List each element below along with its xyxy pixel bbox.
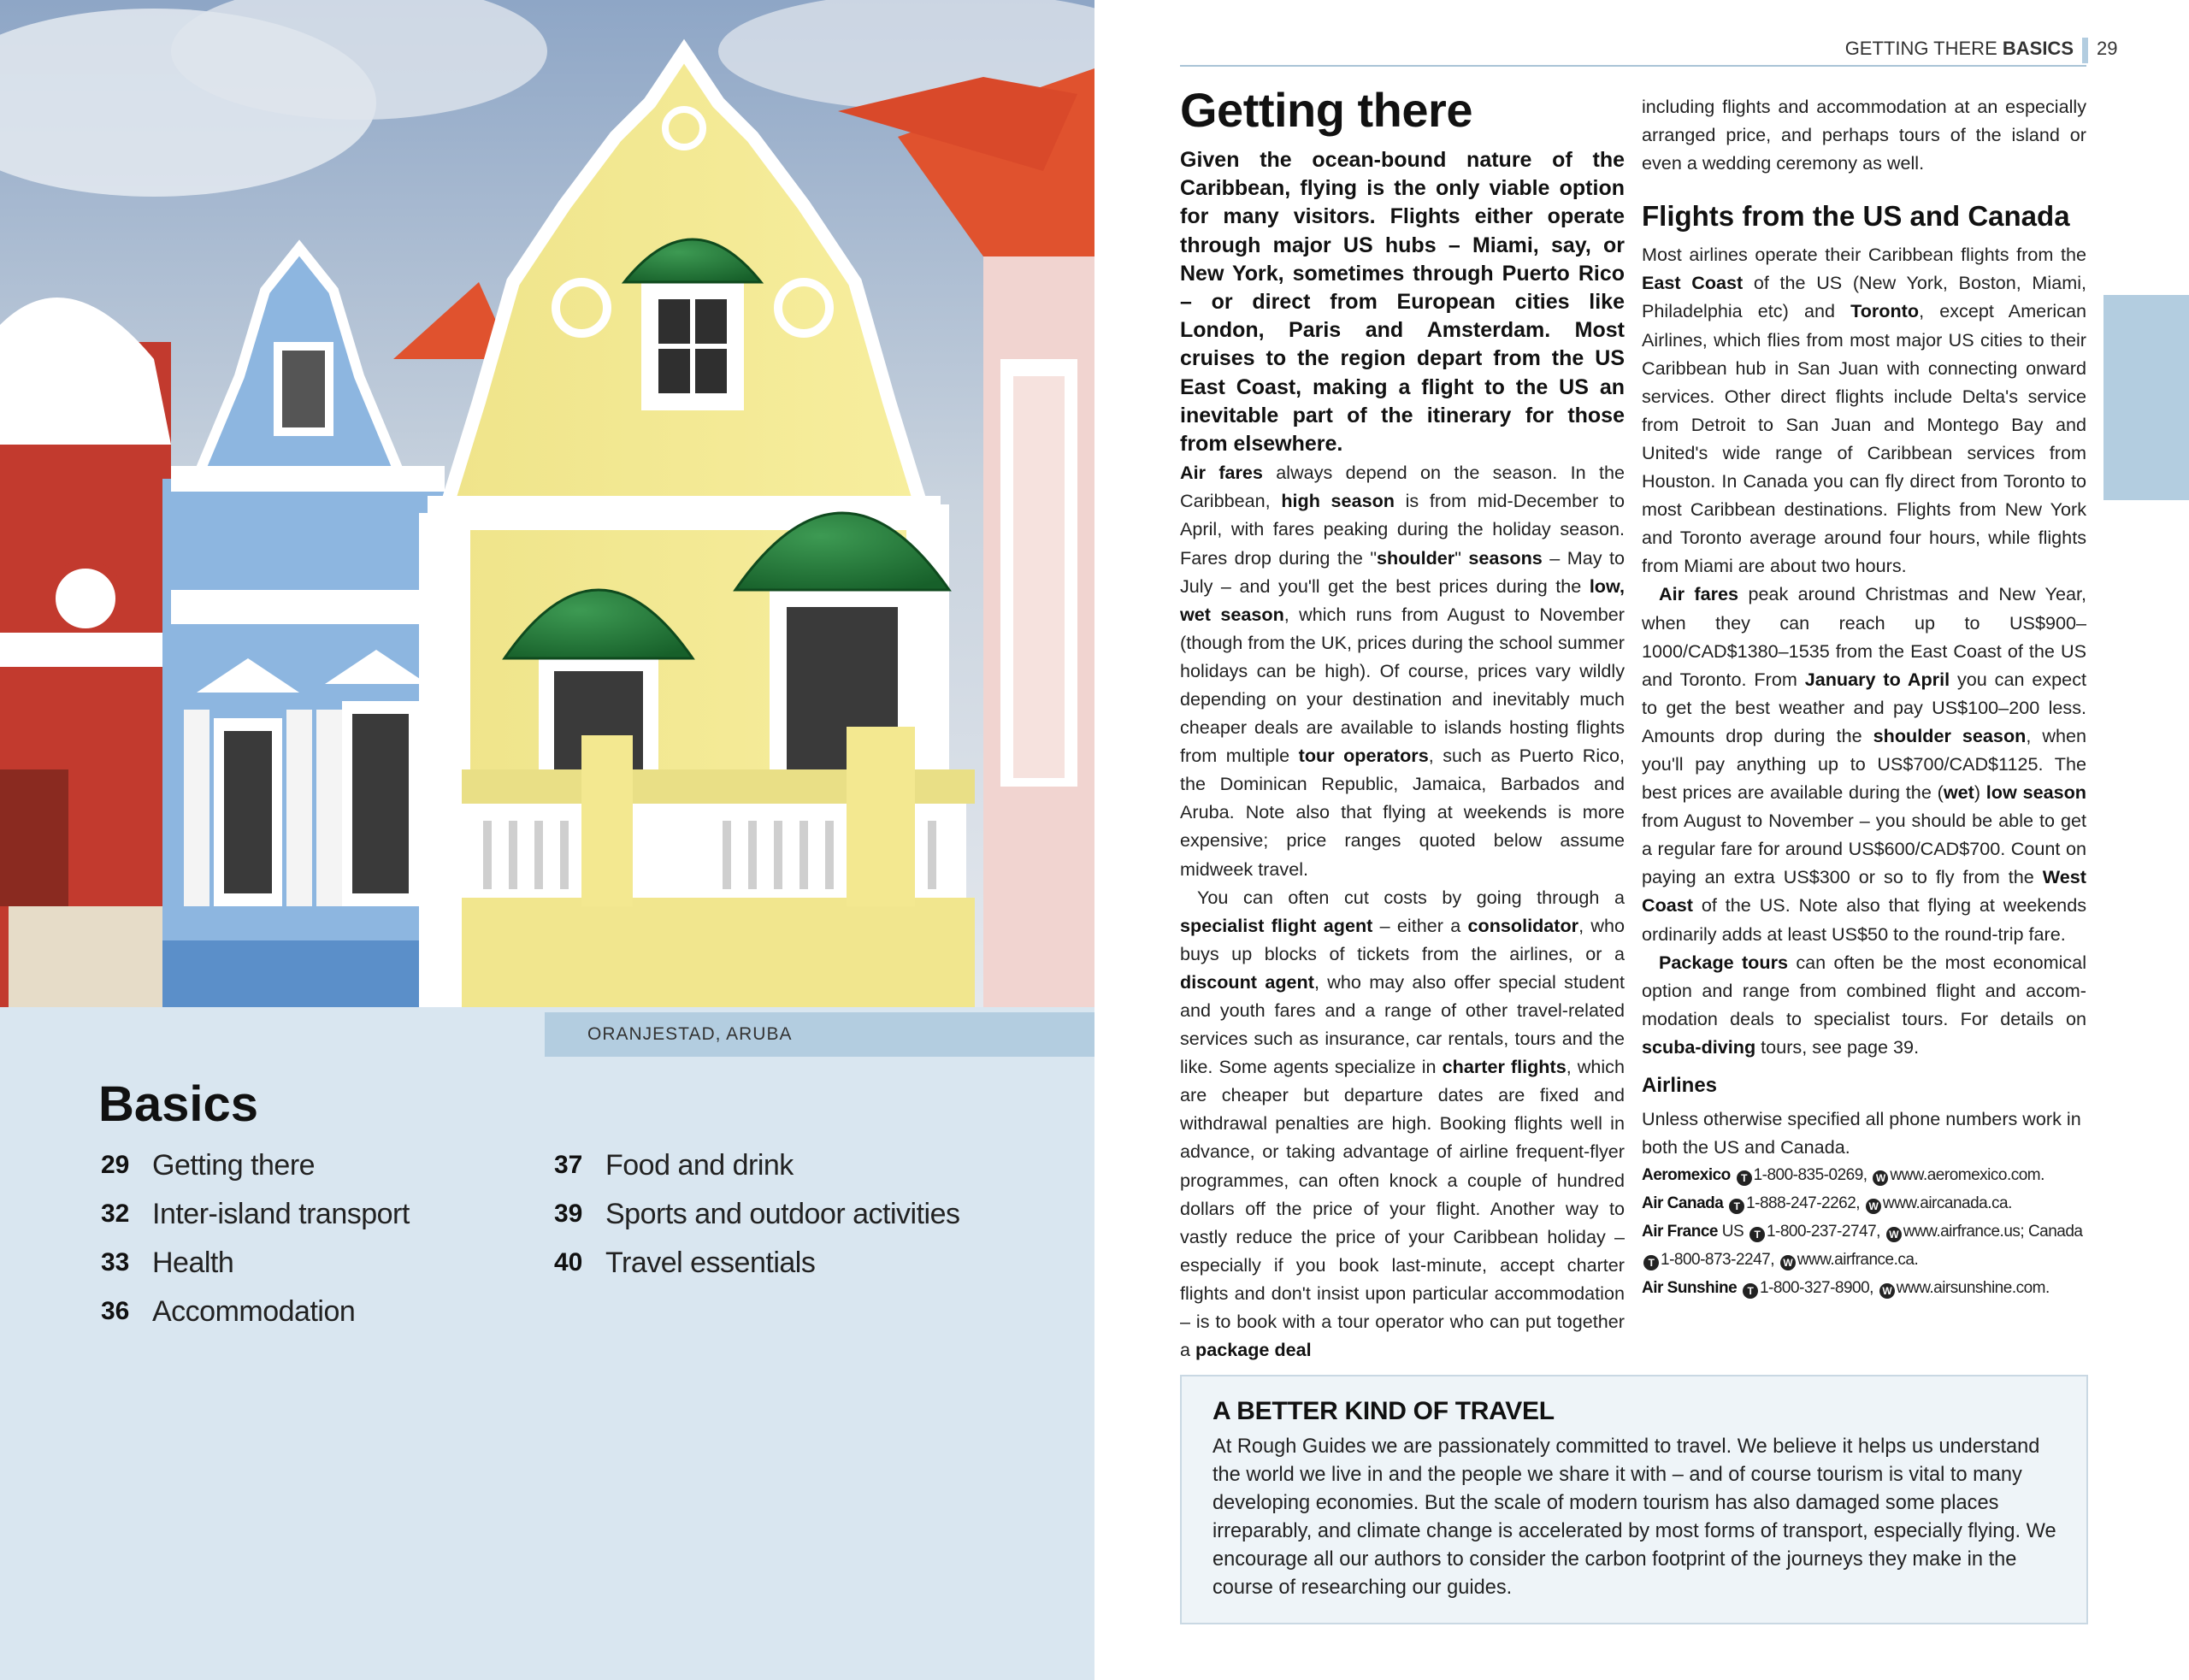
web-icon: W [1780, 1255, 1796, 1270]
toc-label: Inter-island transport [152, 1198, 410, 1230]
web-icon: W [1873, 1170, 1888, 1186]
paragraph-agents: You can often cut costs by going through a specialist flight agent – either a consolidator, who buys up blocks of tickets from the airlines, or a discount agent, who may also offer special student and youth fares and a range of other travel-related services such as insurance, car rentals, tours and the like. Some agents specialize in charter flights, which are cheaper but departure dates are fixed and withdrawal penalties are high. Booking flights well in advance, or taking advantage of airline frequent-flyer programmes, can often knock a couple of hundred dollars off the price of your flight. Another way to vastly reduce the price of your Caribbean holiday – especially if you book last-minute, accept charter flights and don't insist upon particular accommodation – is to book with a tour operator who can put together a package deal [1180, 886, 1626, 1361]
box-title: A BETTER KIND OF TRAVEL [1213, 1397, 1555, 1425]
right-page [1094, 0, 2189, 1680]
page-number: 29 [2097, 38, 2118, 59]
airlines-intro: Unless otherwise specified all phone numbers work in both the US and Canada. [1642, 1108, 2081, 1158]
toc-page-number: 36 [101, 1297, 130, 1325]
article-title: Getting there [1180, 83, 1472, 137]
text-column-left [1180, 83, 1625, 1364]
text-column-right [1642, 92, 2086, 1302]
paragraph-air-fares: Air fares always depend on the season. In the Caribbean, high season is from mid-December to April, with fares peaking during the holiday season. Fares drop during the "shoulder" seasons – May to July – and you'll get the best prices during the low, wet season, which runs from August to November (though from the UK, prices during the school summer holidays can be high). Of course, prices vary wildly depending on your destination and inevitably much cheaper deals are available to islands hosting flights from multiple tour operators, such as Puerto Rico, the Dominican Republic, Jamaica, Barbados and Aruba. Note also that flying at weekends is more expensive; price ranges quoted below assume midweek travel. [1180, 462, 1626, 880]
airline-listing [1642, 1161, 2086, 1302]
airline-website-link[interactable]: www.aeromexico.com. [1890, 1166, 2044, 1185]
toc-page-number: 29 [101, 1151, 130, 1179]
airline-entry: Air Sunshine T 1-800-327-8900, W www.airsunshine.com. [1642, 1279, 2050, 1298]
toc-label: Getting there [152, 1149, 316, 1182]
section-heading-airlines: Airlines [1642, 1074, 1718, 1097]
phone-icon: T [1743, 1283, 1758, 1299]
airline-entry: Aeromexico T 1-800-835-0269, W www.aeromexico.com. [1642, 1166, 2044, 1185]
toc-page-number: 40 [554, 1248, 583, 1276]
web-icon: W [1866, 1199, 1881, 1214]
phone-icon: T [1749, 1227, 1765, 1242]
toc-label: Accommodation [152, 1295, 356, 1328]
toc-page-number: 33 [101, 1248, 130, 1276]
chapter-title: Basics [98, 1076, 259, 1132]
section-heading-us-canada: Flights from the US and Canada [1642, 200, 2070, 233]
airline-website-link[interactable]: www.aircanada.ca. [1882, 1194, 2012, 1213]
airline-website-link[interactable]: www.airfrance.us; Canada [1903, 1223, 2083, 1241]
toc-page-number: 39 [554, 1200, 583, 1228]
running-head [1094, 38, 2074, 60]
chapter-thumb-tab [2103, 295, 2189, 500]
better-travel-box [1180, 1375, 2088, 1624]
photo-oranjestad-buildings [0, 0, 1094, 1007]
phone-icon: T [1729, 1199, 1744, 1214]
toc-label: Food and drink [605, 1149, 794, 1182]
airline-entry: Air Canada T 1-888-247-2262, W www.aircanada.ca. [1642, 1194, 2012, 1213]
toc-label: Sports and outdoor activities [605, 1198, 960, 1230]
photo-caption: ORANJESTAD, ARUBA [587, 1024, 793, 1044]
continued-text [1642, 92, 2086, 177]
running-head-section: GETTING THERE [1844, 38, 1997, 59]
web-icon: W [1886, 1227, 1902, 1242]
left-page [0, 0, 1094, 1680]
toc-label: Travel essentials [605, 1247, 816, 1279]
airline-entry: Air France US T 1-800-237-2747, W www.airfrance.us; Canada T 1-800-873-2247, W www.airfrance.ca. [1642, 1223, 2083, 1270]
airline-website-link[interactable]: www.airsunshine.com. [1896, 1279, 2050, 1298]
header-separator [2082, 38, 2088, 63]
article-lead: Given the ocean-bound nature of the Caribbean, flying is the only viable option for many visitors. Flights either operate through major US hubs – Miami, say, or New York, sometimes through Puerto Rico – or direct from European cities like London, Paris and Amsterdam. Most cruises to the region depart from the US East Coast, making a flight to the US an inevitable part of the itinerary for those from elsewhere. [1180, 148, 1625, 457]
paragraph-package-tours: Package tours can often be the most economical option and range from combined flight and accommodation deals to specialist tours. For details on scuba-diving tours, see page 39. [1642, 951, 2086, 1058]
paragraph-us-flights: Most airlines operate their Caribbean flights from the East Coast of the US (New York, Boston, Miami, Philadelphia etc) and Toronto, except American Airlines, which flies from most major US cities to their Caribbean hub in San Juan with connecting onward services. Other direct flights include Delta's service from Detroit to San Juan and Montego Bay and United's wide range of Caribbean services from Houston. In Canada you can fly direct from Toronto to most Caribbean destinations. Flights from New York and Toronto average around four hours, while flights from Miami are about two hours. [1642, 244, 2086, 577]
phone-icon: T [1643, 1255, 1659, 1270]
phone-icon: T [1737, 1170, 1752, 1186]
running-head-chapter: BASICS [2002, 38, 2074, 59]
toc-page-number: 32 [101, 1200, 130, 1228]
toc-label: Health [152, 1247, 234, 1279]
airline-website-link[interactable]: www.airfrance.ca. [1797, 1251, 1919, 1270]
web-icon: W [1879, 1283, 1895, 1299]
box-text: At Rough Guides we are passionately committed to travel. We believe it helps us understand the world we live in and the people we share it with – and of course tourism is vital to many developing economies. But the scale of modern tourism has also damaged some places irreparably, and climate change is accelerated by most forms of transport, especially flying. We encourage all our authors to consider the carbon footprint of the journeys they make in the course of researching our guides. [1213, 1435, 2056, 1599]
header-rule [1180, 65, 2086, 67]
paragraph-us-fares: Air fares peak around Christmas and New Year, when they can reach up to US$900–1000/CAD$1380–1535 from the East Coast of the US and Toronto. From January to April you can expect to get the best weather and pay US$100–200 less. Amounts drop during the shoulder season, when you'll pay anything up to US$700/CAD$1125. The best prices are available during the (wet) low season from August to November – you should be able to get a regular fare for around US$600/CAD$700. Count on paying an extra US$300 or so to fly from the West Coast of the US. Note also that flying at weekends ordinarily adds at least US$50 to the round-trip fare. [1642, 583, 2086, 945]
paragraph-continued: including flights and accommodation at an especially arranged price, and perhaps tours of the island or even a wedding ceremony as well. [1642, 96, 2086, 174]
toc-page-number: 37 [554, 1151, 583, 1179]
photo-caption-bar [545, 1012, 1094, 1057]
